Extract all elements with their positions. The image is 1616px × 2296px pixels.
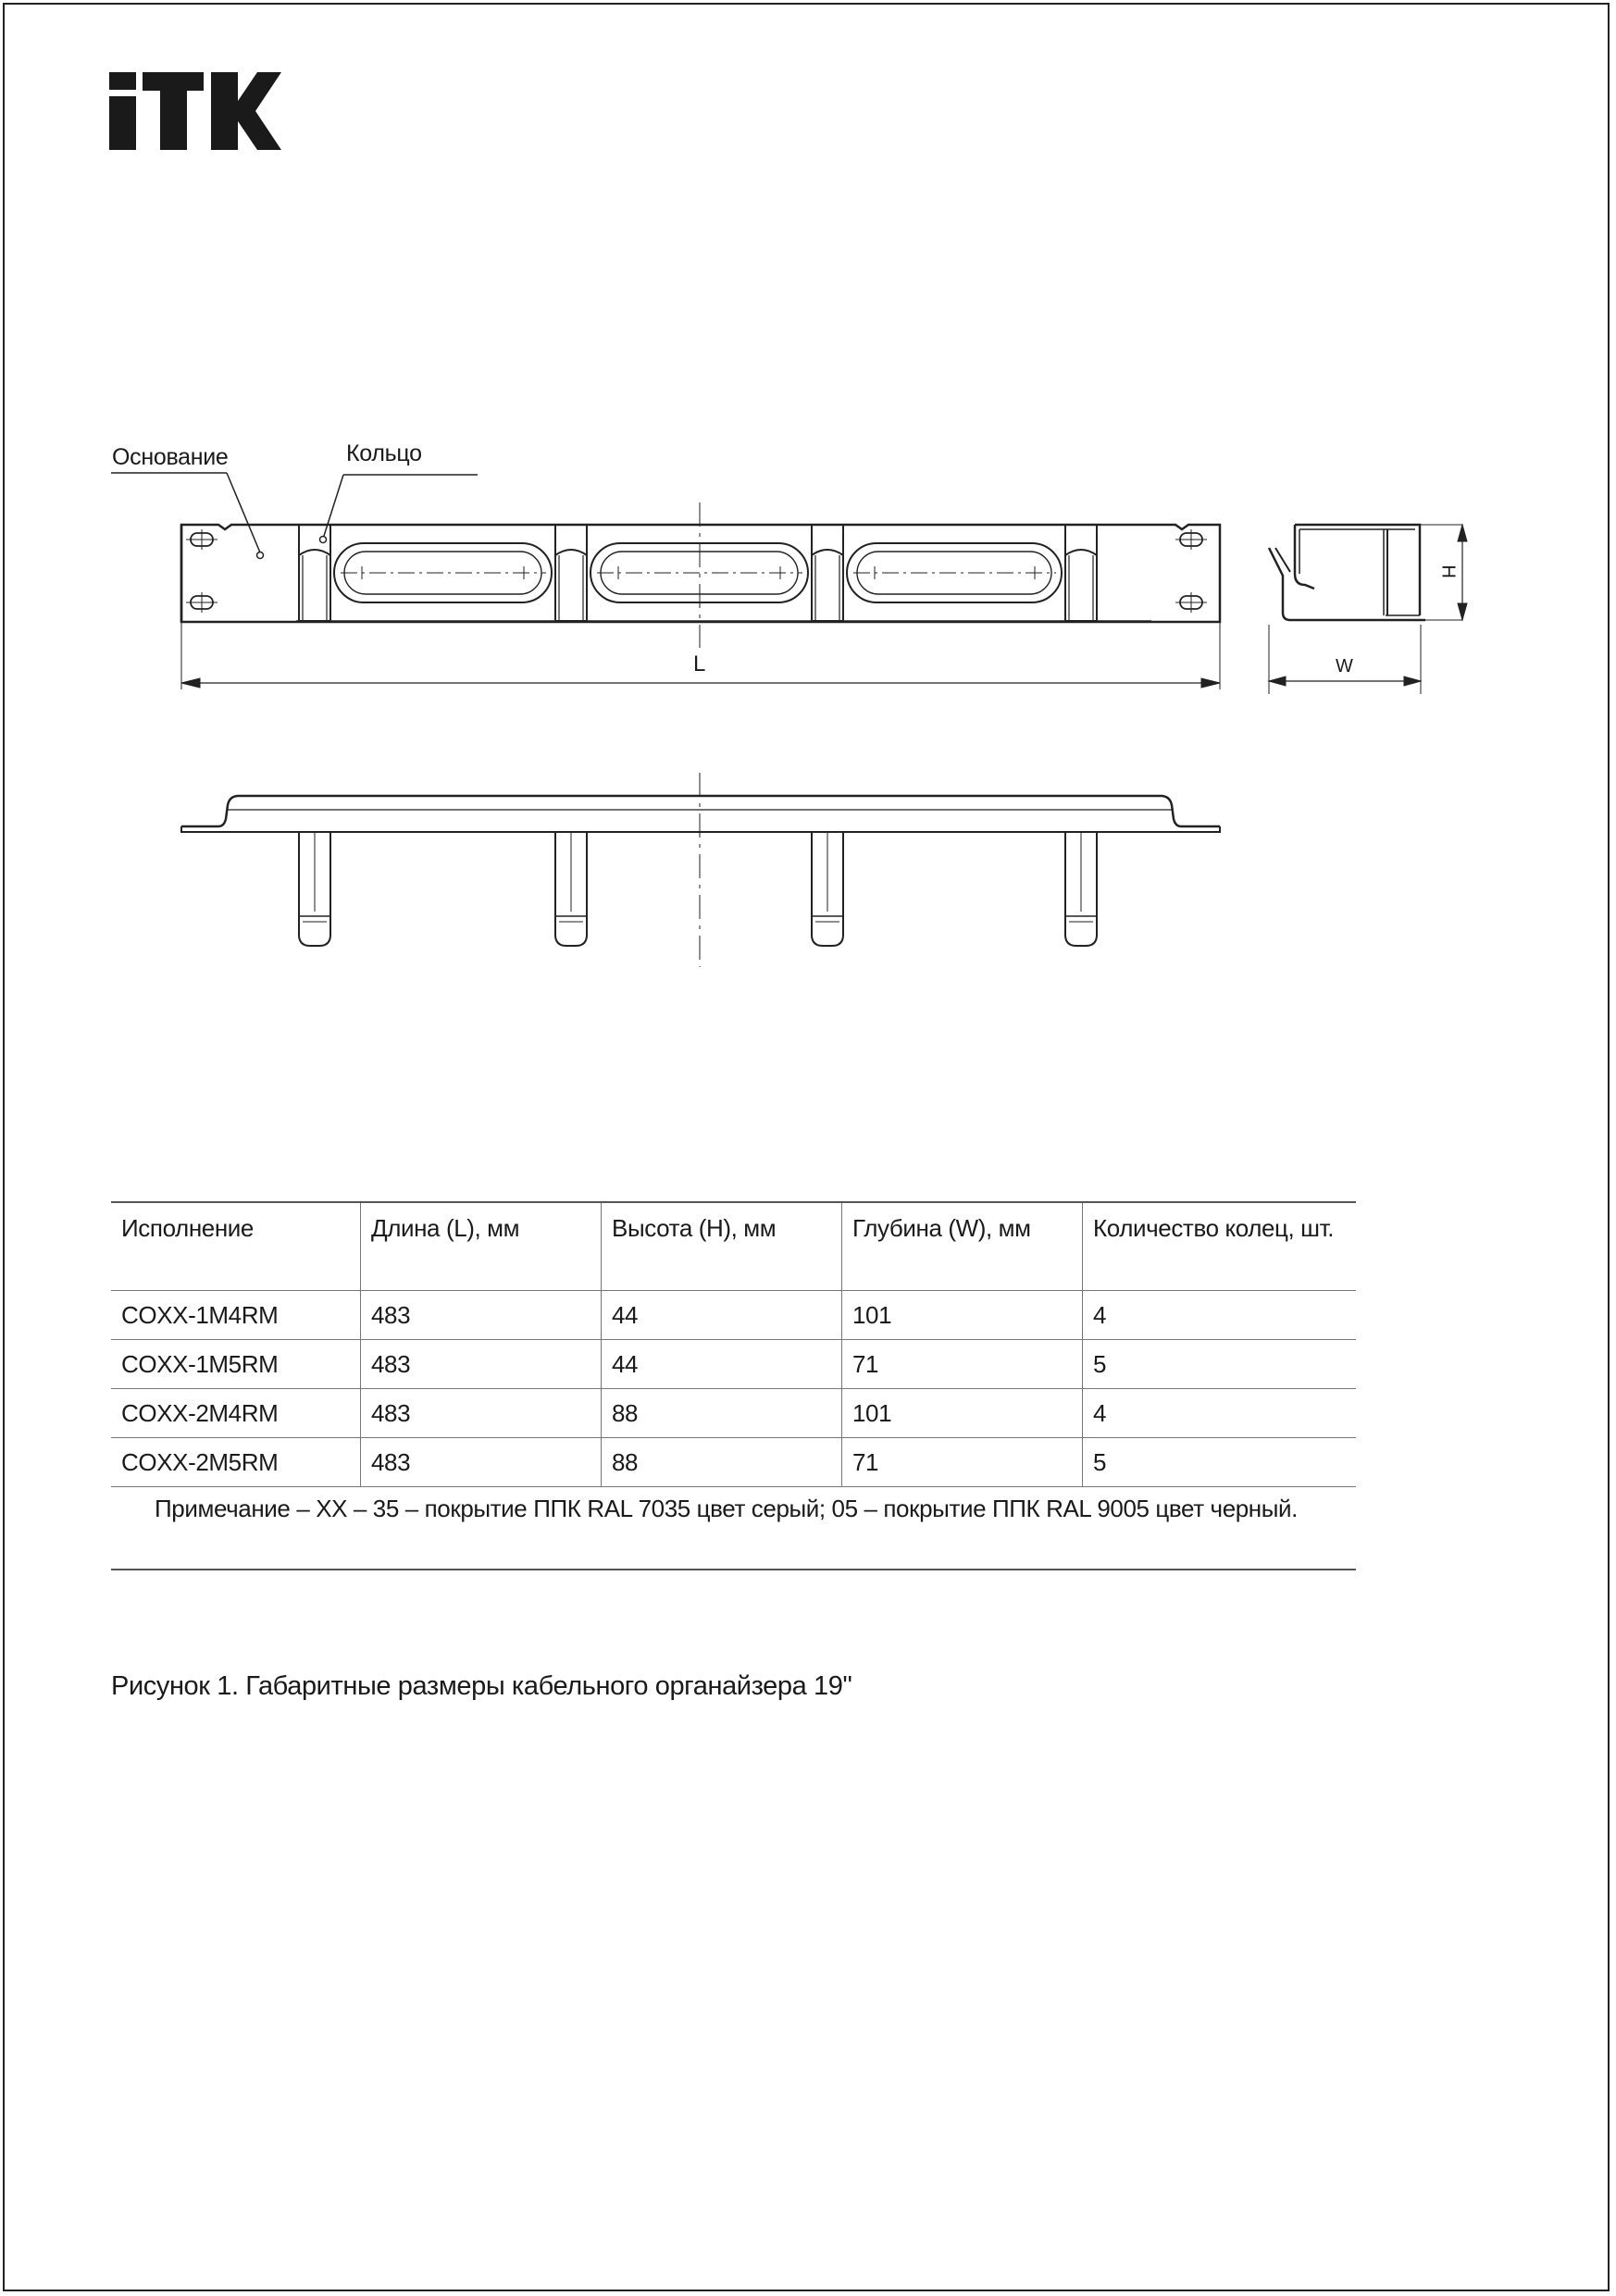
cell-rings: 4 [1083,1389,1357,1438]
cell-depth: 71 [842,1438,1083,1487]
technical-drawing [0,0,1616,1018]
cell-depth: 71 [842,1340,1083,1389]
dim-label-length: L [693,652,706,676]
col-header-rings: Количество колец, шт. [1083,1202,1357,1291]
table-note-row [111,1487,1356,1570]
cell-height: 44 [602,1291,842,1340]
cell-height: 88 [602,1389,842,1438]
side-view [1269,525,1467,694]
table-row [111,1438,1356,1487]
table-note: Примечание – XX – 35 – покрытие ППК RAL 7035 цвет серый; 05 – покрытие ППК RAL 9005 цвет черный. [111,1487,1356,1570]
cell-depth: 101 [842,1291,1083,1340]
col-header-depth: Глубина (W), мм [842,1202,1083,1291]
cell-height: 88 [602,1438,842,1487]
table-row [111,1389,1356,1438]
dim-label-width: W [1336,656,1353,676]
front-view [111,473,1220,689]
cell-model: COXX-1M4RM [111,1291,361,1340]
cell-depth: 101 [842,1389,1083,1438]
cell-model: COXX-2M5RM [111,1438,361,1487]
cell-model: COXX-1M5RM [111,1340,361,1389]
table-row [111,1291,1356,1340]
figure-caption: Рисунок 1. Габаритные размеры кабельного органайзера 19" [111,1671,852,1701]
cell-length: 483 [361,1291,602,1340]
cell-model: COXX-2M4RM [111,1389,361,1438]
label-ring: Кольцо [346,441,422,466]
top-view [181,773,1220,967]
col-header-length: Длина (L), мм [361,1202,602,1291]
spec-table [111,1201,1356,1570]
col-header-model: Исполнение [111,1202,361,1291]
cell-rings: 5 [1083,1340,1357,1389]
table-row [111,1340,1356,1389]
col-header-height: Высота (H), мм [602,1202,842,1291]
table-header-row [111,1202,1356,1291]
cell-length: 483 [361,1389,602,1438]
cell-length: 483 [361,1340,602,1389]
cell-length: 483 [361,1438,602,1487]
dim-label-height: H [1437,565,1459,578]
label-base: Основание [112,444,229,470]
cell-rings: 4 [1083,1291,1357,1340]
cell-height: 44 [602,1340,842,1389]
cell-rings: 5 [1083,1438,1357,1487]
